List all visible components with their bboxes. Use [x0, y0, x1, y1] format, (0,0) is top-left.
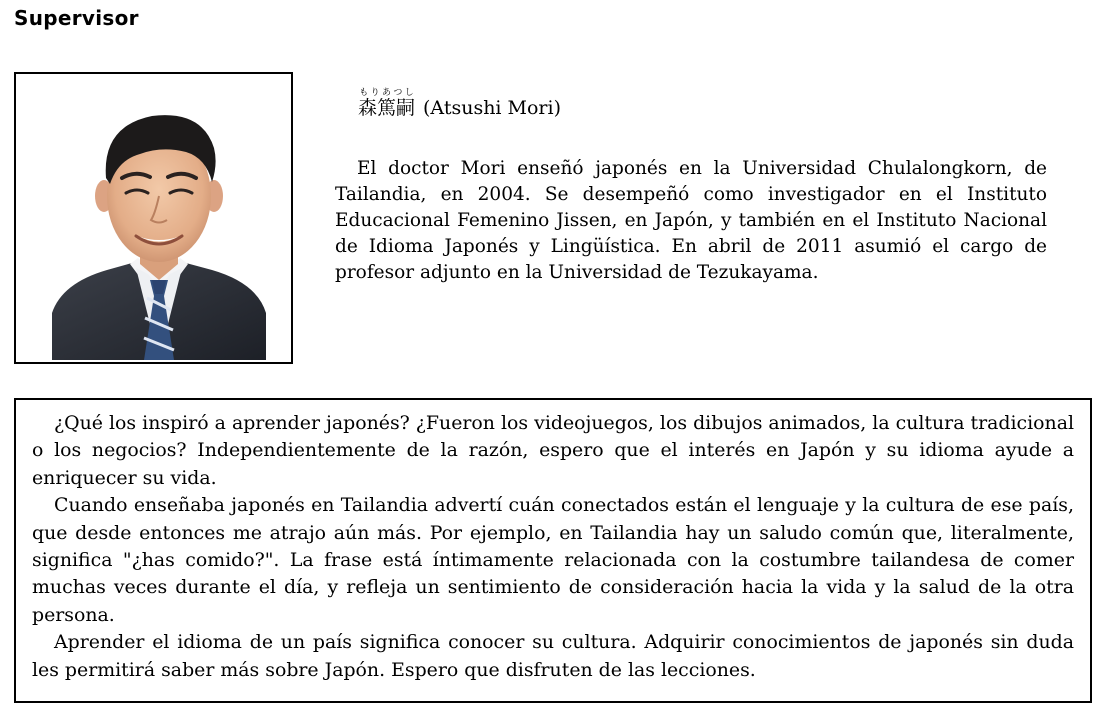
supervisor-bio: El doctor Mori enseñó japonés en la Universidad Chulalongkorn, de Tailandia, en 2004. Se desempeñó como investigador en el Instituto Educacional Femenino Jissen, en Japón, y también en el Instituto Nacional de Idioma Japonés y Lingüística. En abril de 2011 asumió el cargo de profesor adjunto en la Universidad de Tezukayama.	[335, 158, 1047, 283]
name-romaji: (Atsushi Mori)	[423, 97, 562, 119]
portrait-frame	[14, 72, 293, 364]
message-paragraph: Cuando enseñaba japonés en Tailandia advertí cuán conectados están el lenguaje y la cultura de ese país, que desde entonces me atrajo aún más. Por ejemplo, en Tailandia hay un saludo común que, literalmente, significa "¿has comido?". La frase está íntimamente relacionada con la costumbre tailandesa de comer muchas veces durante el día, y refleja un sentimiento de consideración hacia la vida y la salud de la otra persona.	[32, 494, 1074, 626]
message-paragraph: Aprender el idioma de un país significa conocer su cultura. Adquirir conocimientos de japonés sin duda les permitirá saber más sobre Japón. Espero que disfruten de las lecciones.	[32, 631, 1074, 681]
message-paragraph: ¿Qué los inspiró a aprender japonés? ¿Fueron los videojuegos, los dibujos animados, la cultura tradicional o los negocios? Independientemente de la razón, espero que el interés en Japón y su idioma ayude a enriquecer su vida.	[32, 412, 1074, 489]
portrait-photo	[52, 98, 266, 360]
section-heading: Supervisor	[14, 6, 139, 30]
name-kanji	[358, 88, 416, 119]
name-kanji-text: 森篤嗣	[358, 97, 416, 119]
name-furigana: もりあつし	[358, 88, 415, 98]
supervisor-name	[358, 88, 561, 120]
supervisor-message-box	[14, 398, 1092, 703]
